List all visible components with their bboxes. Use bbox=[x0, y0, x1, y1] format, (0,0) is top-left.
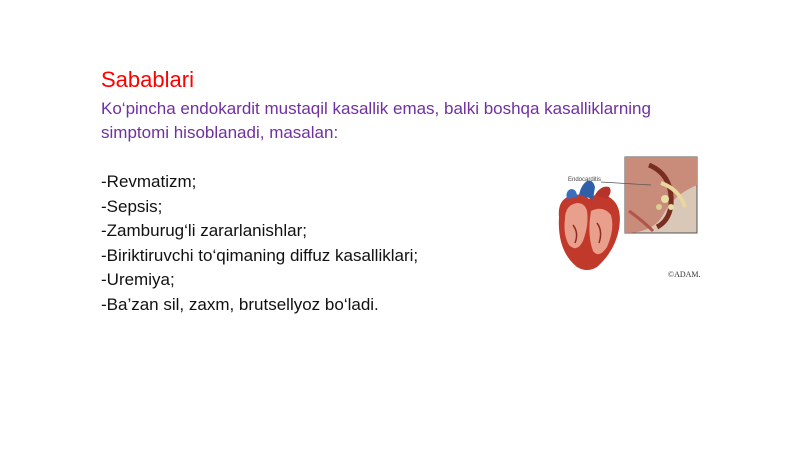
list-item: -Uremiya; bbox=[101, 270, 175, 289]
copyright-icon: © bbox=[668, 270, 675, 279]
adam-credit bbox=[668, 270, 701, 279]
endocarditis-inset bbox=[625, 157, 697, 233]
heart-shape bbox=[559, 181, 620, 270]
intro-text: Ko‘pincha endokardit mustaqil kasallik emas, balki boshqa kasalliklarning simptomi hisoblanadi, masalan: bbox=[101, 99, 651, 142]
list-item: -Zamburug‘li zararlanishlar; bbox=[101, 221, 307, 240]
adam-credit-text: ADAM. bbox=[674, 270, 701, 279]
causes-list bbox=[101, 170, 541, 317]
heart-illustration bbox=[553, 155, 703, 283]
list-item: -Sepsis; bbox=[101, 196, 163, 216]
slide-title: Sabablari bbox=[101, 67, 194, 92]
list-item: -Biriktiruvchi to‘qimaning diffuz kasalliklari; bbox=[101, 245, 419, 265]
list-item: -Ba’zan sil, zaxm, brutsellyoz bo‘ladi. bbox=[101, 294, 379, 314]
list-item: -Revmatizm; bbox=[101, 172, 197, 191]
endocarditis-label: Endocarditis bbox=[568, 177, 602, 183]
